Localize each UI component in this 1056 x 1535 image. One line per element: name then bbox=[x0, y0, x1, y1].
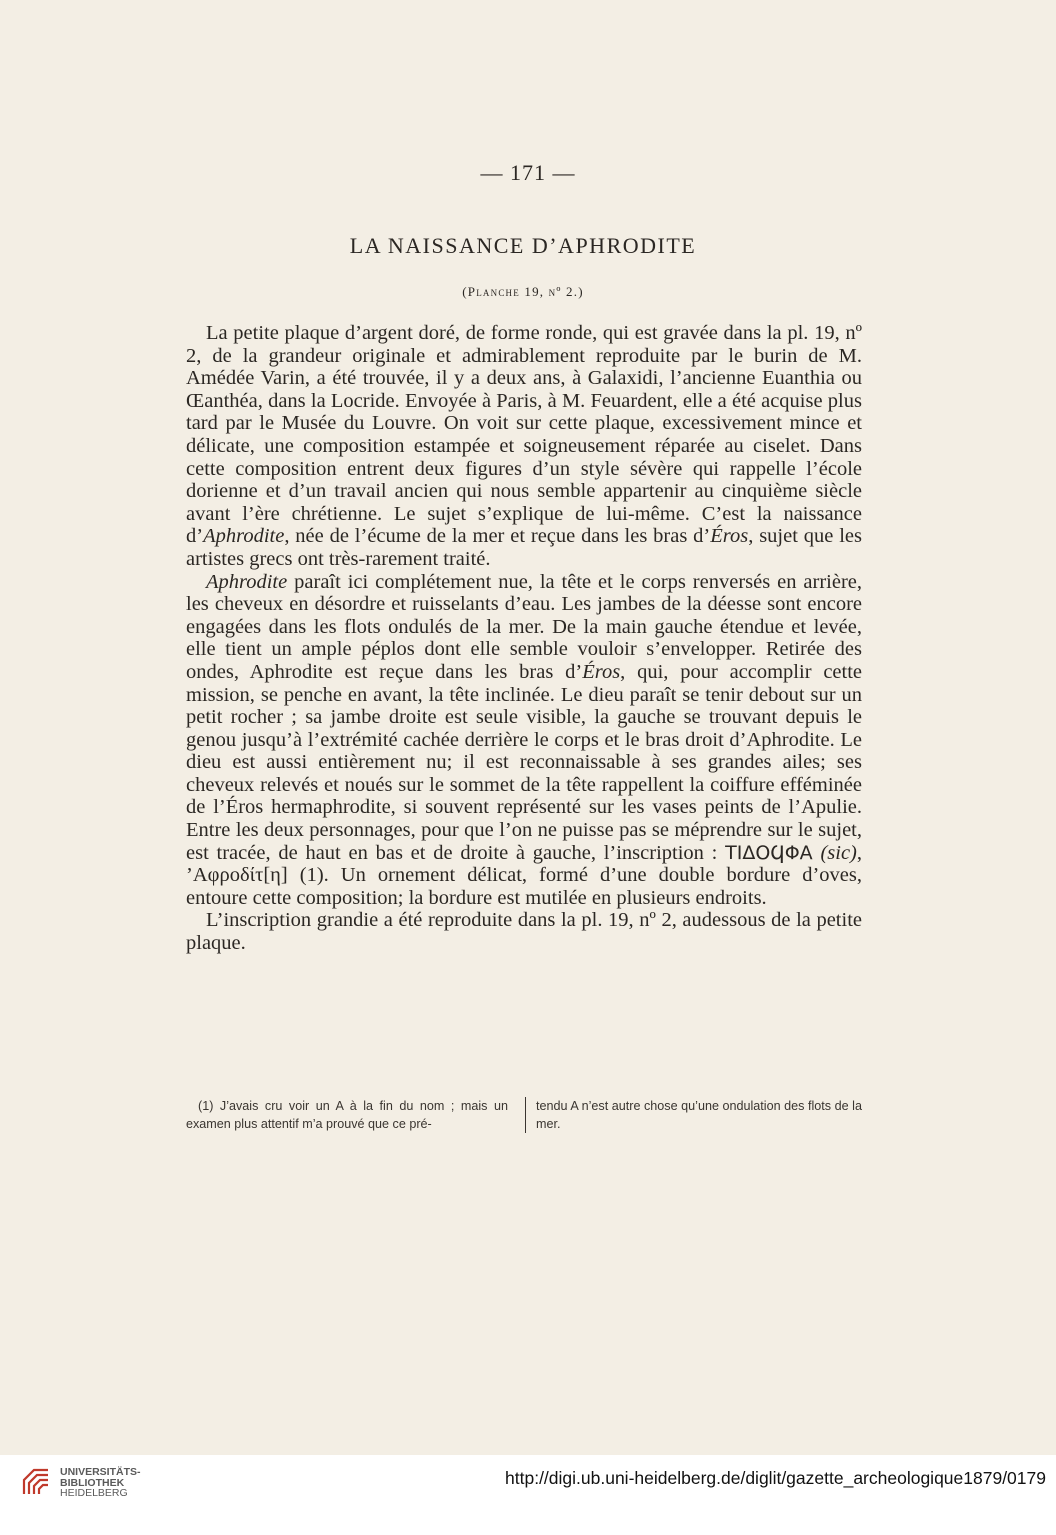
library-name-line-1: UNIVERSITÄTS- bbox=[60, 1466, 141, 1478]
text-segment: Éros bbox=[582, 660, 621, 683]
footnotes bbox=[186, 1097, 862, 1133]
text-segment: , ’Αφροδίτ[η] (1). Un ornement délicat, formé d’une double bordure d’oves, entoure cette composition; la bordure est mutilée en plusieurs endroits. bbox=[186, 841, 862, 909]
library-name-line-2: BIBLIOTHEK bbox=[60, 1476, 125, 1489]
text-segment: , qui, pour accomplir cette mission, se penche en avant, la tête inclinée. Le dieu paraît se tenir debout sur un petit rocher ; sa jambe droite est seule visible, la gauche se trouvant depuis le genou jusqu’à l’extrémité cachée derrière le corps et le bras droit d’Aphrodite. Le dieu est aussi entièrement nu; il est reconnaissable à ses grandes ailes; ses cheveux relevés et noués sur le sommet de la tête rappellent la coiffure efféminée de l’Éros hermaphrodite, si souvent représenté sur les vases peints de l’Apulie. Entre les deux personnages, pour que l’on ne puisse pas se méprendre sur le sujet, est tracée, de haut en bas et de droite à gauche, l’inscription : bbox=[186, 660, 863, 864]
footnote-left: (1) J’avais cru voir un A à la fin du nom ; mais un examen plus attentif m’a prouvé que ce pré- bbox=[186, 1099, 508, 1131]
body-paragraph bbox=[186, 322, 862, 571]
text-segment: La petite plaque d’argent doré, de forme ronde, qui est gravée dans la pl. 19, nº 2, de la grandeur originale et admirablement reproduite par le burin de M. Amédée Varin, a été trouvée, il y a deux ans, à Galaxidi, l’ancienne Euanthia ou Œanthéa, dans la Locride. Envoyée à Paris, à M. Feuardent, elle a été acquise plus tard par le Musée du Louvre. On voit sur cette plaque, excessivement mince et délicate, une composition estampée et soigneusement réparée au ciselet. Dans cette composition entrent deux figures d’un style sévère qui rappelle l’école dorienne et d’un travail ancien qui nous semble appartenir au cinquième siècle avant l’ère chrétienne. Le sujet s’explique de lui-même. C’est la naissance d’ bbox=[186, 322, 862, 548]
text-segment: L’inscription grandie a été reproduite dans la pl. 19, nº 2, audessous de la petite plaque. bbox=[186, 909, 862, 955]
body-paragraph bbox=[186, 571, 862, 910]
text-segment: , née de l’écume de la mer et reçue dans les bras d’ bbox=[284, 525, 711, 548]
text-segment: Aphrodite bbox=[203, 525, 285, 548]
library-name bbox=[60, 1467, 180, 1499]
library-name-line-3: HEIDELBERG bbox=[60, 1487, 128, 1499]
page-number: — 171 — bbox=[480, 160, 576, 185]
plate-reference: (Planche 19, nº 2.) bbox=[462, 284, 584, 299]
text-segment: paraît ici complétement nue, la tête et le corps renversés en arrière, les cheveux en désordre et ruisselants d’eau. Les jambes de la déesse sont encore engagées dans les flots ondulés de la mer. De la main gauche étendue et levée, elle tient un ample péplos dont elle semble vouloir s’envelopper. Retirée des ondes, Aphrodite est reçue dans les bras d’ bbox=[186, 570, 862, 683]
text-segment: Aphrodite bbox=[206, 570, 288, 593]
footnote-right: tendu A n’est autre chose qu’une ondulation des flots de la mer. bbox=[525, 1097, 862, 1133]
source-url[interactable]: http://digi.ub.uni-heidelberg.de/diglit/gazette_archeologique1879/0179 bbox=[505, 1468, 1046, 1488]
article-title: LA NAISSANCE D’APHRODITE bbox=[349, 233, 697, 258]
text-segment: (sic) bbox=[820, 841, 857, 864]
article-body bbox=[186, 322, 862, 955]
library-logo-icon bbox=[20, 1466, 52, 1498]
body-paragraph bbox=[186, 909, 862, 954]
text-segment: Éros bbox=[710, 525, 749, 548]
greek-inscription: ΤΙΔΟϤΦΑ bbox=[725, 841, 813, 864]
text-segment: , sujet que les artistes grecs ont très-rarement traité. bbox=[186, 525, 862, 570]
